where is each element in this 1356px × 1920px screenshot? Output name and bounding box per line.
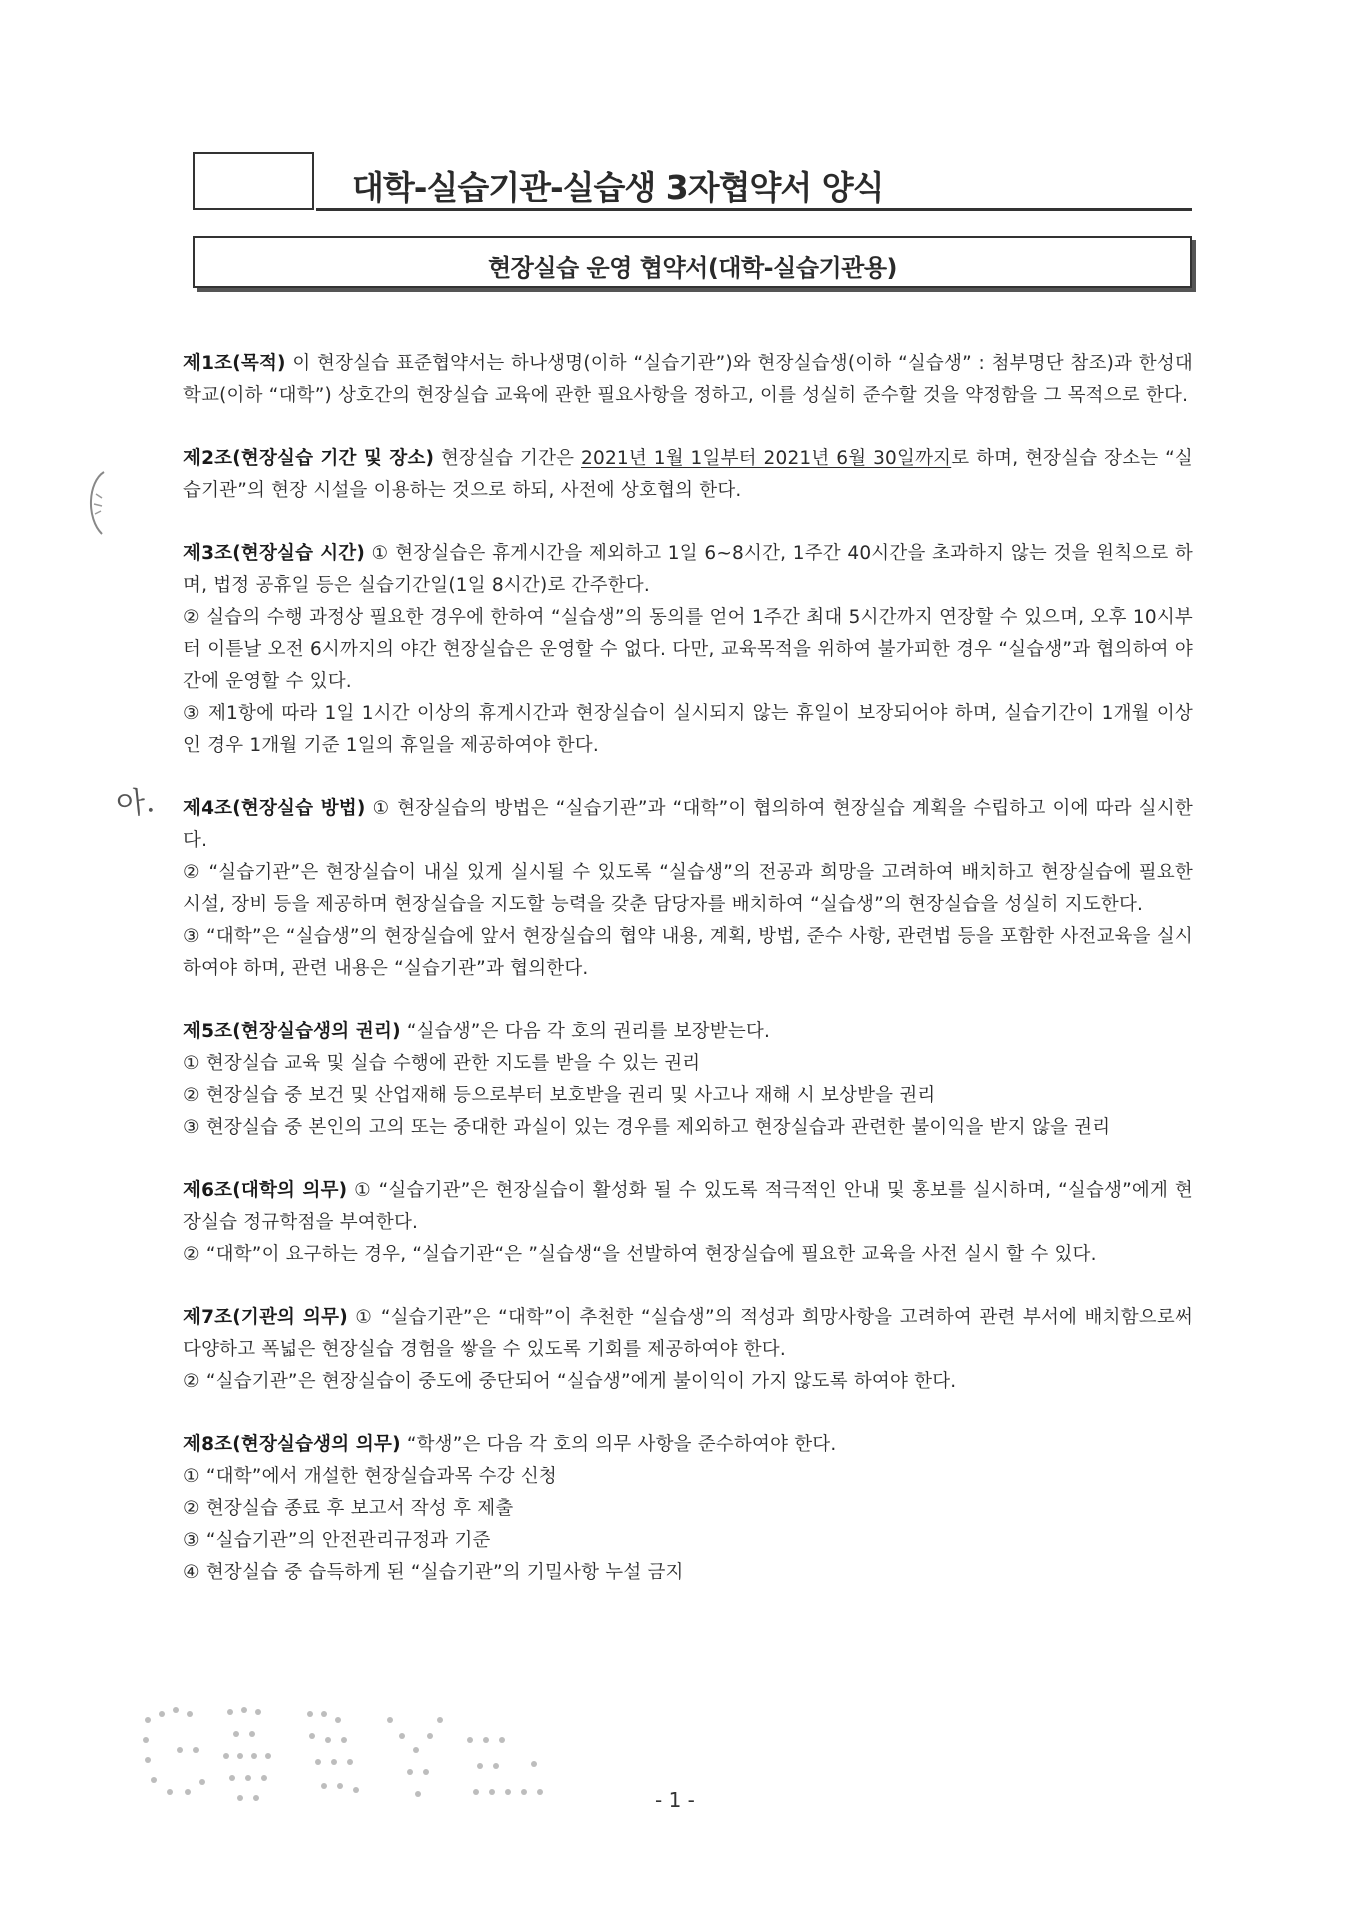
document-subtitle: 현장실습 운영 협약서(대학-실습기관용) xyxy=(487,254,898,282)
subtitle-box xyxy=(193,236,1192,288)
article-text: 현장실습 기간은 xyxy=(434,448,582,469)
article-title: 제3조(현장실습 시간) xyxy=(183,543,366,564)
article-paragraph xyxy=(183,348,1193,412)
article-item: ③ “대학”은 “실습생”의 현장실습에 앞서 현장실습의 협약 내용, 계획, 방법, 준수 사항, 관련법 등을 포함한 사전교육을 실시하여야 하며, 관련 내용은 “실습기관”과 협의한다. xyxy=(183,926,1193,979)
article-item: ② “실습기관”은 현장실습이 중도에 중단되어 “실습생”에게 불이익이 가지 않도록 하여야 한다. xyxy=(183,1371,957,1392)
article-5 xyxy=(183,1016,1193,1144)
article-item: ③ 제1항에 따라 1일 1시간 이상의 휴게시간과 현장실습이 실시되지 않는 휴일이 보장되어야 하며, 실습기간이 1개월 이상인 경우 1개월 기준 1일의 휴일을 제공하여야 한다. xyxy=(183,703,1193,756)
title-underline xyxy=(316,208,1192,211)
article-title: 제1조(목적) xyxy=(183,353,286,374)
dotted-watermark xyxy=(140,1700,620,1810)
article-item: ④ 현장실습 중 습득하게 된 “실습기관”의 기밀사항 누설 금지 xyxy=(183,1562,684,1583)
article-paragraph xyxy=(183,1302,1193,1366)
seal-stamp-icon xyxy=(82,468,112,538)
article-paragraph xyxy=(183,443,1193,507)
article-text: ① “실습기관”은 현장실습이 활성화 될 수 있도록 적극적인 안내 및 홍보를 실시하며, “실습생”에게 현장실습 정규학점을 부여한다. xyxy=(183,1180,1193,1233)
article-title: 제6조(대학의 의무) xyxy=(183,1180,348,1201)
article-4 xyxy=(183,793,1193,985)
article-paragraph xyxy=(183,1016,1193,1048)
article-item: ③ 현장실습 중 본인의 고의 또는 중대한 과실이 있는 경우를 제외하고 현장실습과 관련한 불이익을 받지 않을 권리 xyxy=(183,1117,1111,1138)
article-item: ② “대학”이 요구하는 경우, “실습기관“은 ”실습생“을 선발하여 현장실습에 필요한 교육을 사전 실시 할 수 있다. xyxy=(183,1244,1097,1265)
article-title: 제2조(현장실습 기간 및 장소) xyxy=(183,448,435,469)
article-item: ② 현장실습 종료 후 보고서 작성 후 제출 xyxy=(183,1498,514,1519)
article-1 xyxy=(183,348,1193,412)
article-text: ① “실습기관”은 “대학”이 추천한 “실습생”의 적성과 희망사항을 고려하여 관련 부서에 배치함으로써 다양하고 폭넓은 현장실습 경험을 쌓을 수 있도록 기회를 제공하여야 한다. xyxy=(183,1307,1193,1360)
article-paragraph xyxy=(183,1175,1193,1239)
article-text: “실습생”은 다음 각 호의 권리를 보장받는다. xyxy=(400,1021,771,1042)
article-6 xyxy=(183,1175,1193,1271)
article-paragraph xyxy=(183,538,1193,602)
article-item: ② 실습의 수행 과정상 필요한 경우에 한하여 “실습생”의 동의를 얻어 1주간 최대 5시간까지 연장할 수 있으며, 오후 10시부터 이튿날 오전 6시까지의 야간 현장실습은 운영할 수 없다. 다만, 교육목적을 위하여 불가피한 경우 “실습생”과 협의하여 야간에 운영할 수 있다. xyxy=(183,607,1193,692)
article-2 xyxy=(183,443,1193,507)
article-item: ② “실습기관”은 현장실습이 내실 있게 실시될 수 있도록 “실습생”의 전공과 희망을 고려하여 배치하고 현장실습에 필요한 시설, 장비 등을 제공하며 현장실습을 지도할 능력을 갖춘 담당자를 배치하여 “실습생”의 현장실습을 성실히 지도한다. xyxy=(183,862,1193,915)
article-text: 이 현장실습 표준협약서는 하나생명(이하 “실습기관”)와 현장실습생(이하 “실습생” : 첨부명단 참조)과 한성대학교(이하 “대학”) 상호간의 현장실습 교육에 관한 필요사항을 정하고, 이를 성실히 준수할 것을 약정함을 그 목적으로 한다. xyxy=(183,353,1193,406)
article-paragraph xyxy=(183,793,1193,857)
article-text: ① 현장실습의 방법은 “실습기관”과 “대학”이 협의하여 현장실습 계획을 수립하고 이에 따라 실시한다. xyxy=(183,798,1194,851)
internship-period: 2021년 1월 1일부터 2021년 6월 30일까지 xyxy=(581,448,952,469)
article-item: ① “대학”에서 개설한 현장실습과목 수강 신청 xyxy=(183,1466,557,1487)
document-title: 대학-실습기관-실습생 3자협약서 양식 xyxy=(352,168,884,207)
header-empty-box xyxy=(193,152,314,210)
article-paragraph xyxy=(183,1429,1193,1461)
article-8 xyxy=(183,1429,1193,1589)
article-title: 제4조(현장실습 방법) xyxy=(183,798,366,819)
handwritten-mark: 아. xyxy=(114,784,157,823)
article-title: 제7조(기관의 의무) xyxy=(183,1307,348,1328)
document-body xyxy=(183,348,1193,1620)
article-text: “학생”은 다음 각 호의 의무 사항을 준수하여야 한다. xyxy=(400,1434,837,1455)
article-item: ② 현장실습 중 보건 및 산업재해 등으로부터 보호받을 권리 및 사고나 재해 시 보상받을 권리 xyxy=(183,1085,936,1106)
article-3 xyxy=(183,538,1193,762)
article-text: ① 현장실습은 휴게시간을 제외하고 1일 6~8시간, 1주간 40시간을 초과하지 않는 것을 원칙으로 하며, 법정 공휴일 등은 실습기간일(1일 8시간)로 간주한다. xyxy=(183,543,1193,596)
article-item: ① 현장실습 교육 및 실습 수행에 관한 지도를 받을 수 있는 권리 xyxy=(183,1053,701,1074)
article-item: ③ “실습기관”의 안전관리규정과 기준 xyxy=(183,1530,491,1551)
article-7 xyxy=(183,1302,1193,1398)
article-title: 제5조(현장실습생의 권리) xyxy=(183,1021,401,1042)
article-title: 제8조(현장실습생의 의무) xyxy=(183,1434,401,1455)
article-text: 로 하며, 현장실습 장소는 “실습기관”의 현장 시설을 이용하는 것으로 하되, 사전에 상호협의 한다. xyxy=(183,448,1193,501)
page-number: - 1 - xyxy=(655,1788,695,1812)
